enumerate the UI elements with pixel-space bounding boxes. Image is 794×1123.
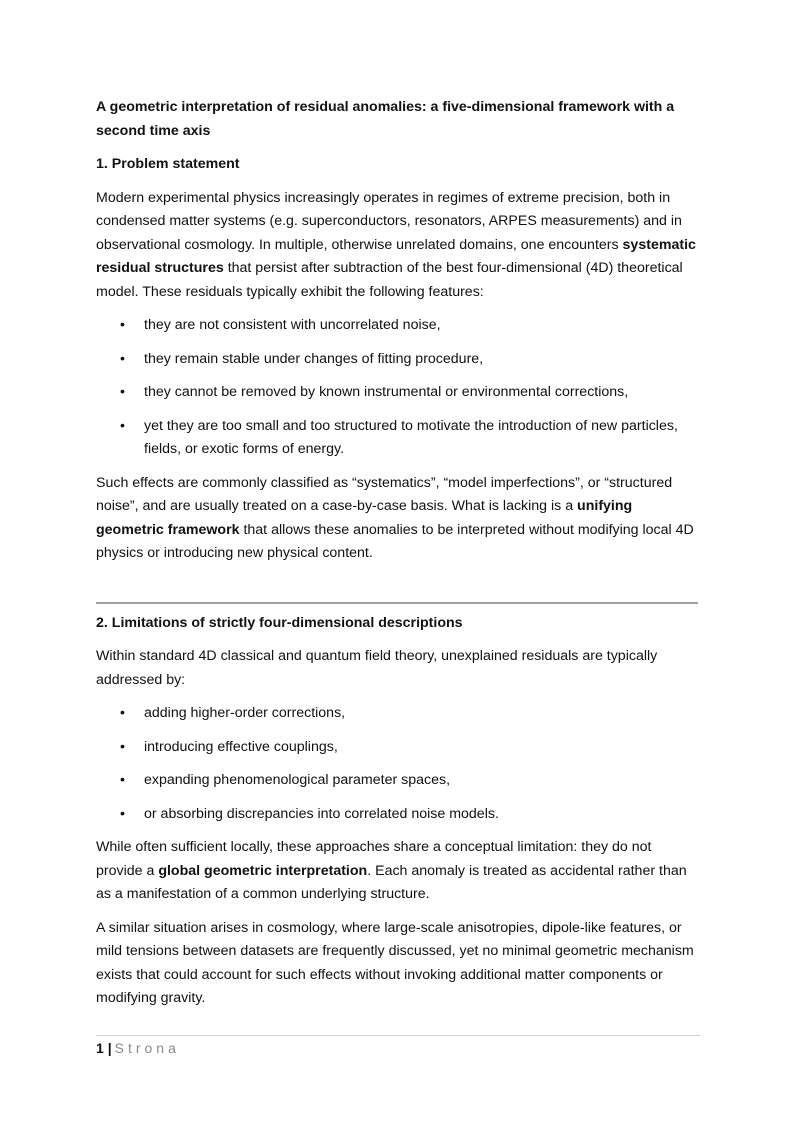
paragraph-text: Modern experimental physics increasingly operates in regimes of extreme precision, both in condensed matter systems (e.g. superconductors, resonators, ARPES measurements) and in observational cosmology. In multiple, otherwise unrelated domains, one encounters: [96, 189, 682, 253]
list-item: [96, 314, 698, 338]
list-item: [96, 769, 698, 793]
list-item-text: or absorbing discrepancies into correlated noise models.: [144, 805, 499, 822]
document-body: [96, 96, 698, 1011]
section-heading-problem-statement: 1. Problem statement: [96, 156, 240, 172]
footer-separator: |: [107, 1040, 112, 1056]
page-number: 1: [96, 1040, 104, 1056]
list-item: [96, 348, 698, 372]
paragraph: [96, 187, 698, 305]
paragraph-text: . Each anomaly is treated as accidental rather than as a manifestation of a common underlying structure.: [96, 862, 687, 902]
bullet-list: [96, 702, 698, 826]
list-item: [96, 803, 698, 827]
list-item-text: yet they are too small and too structured to motivate the introduction of new particles, fields, or exotic forms of energy.: [144, 417, 678, 457]
bullet-icon: •: [120, 705, 125, 721]
bullet-icon: •: [120, 417, 125, 434]
paragraph-text: that persist after subtraction of the best four-dimensional (4D) theoretical model. These residuals typically exhibit the following features:: [96, 260, 683, 300]
bullet-icon: •: [120, 350, 125, 367]
bullet-list: [96, 314, 698, 462]
bullet-icon: •: [120, 805, 125, 822]
paragraph-text: Such effects are commonly classified as “systematics”, “model imperfections”, or “structured noise”, and are usually treated on a case-by-case basis. What is lacking is a: [96, 474, 673, 514]
bold-phrase: unifying geometric framework: [96, 498, 633, 538]
bullet-icon: •: [120, 317, 125, 333]
bullet-icon: •: [120, 738, 125, 755]
list-item: [96, 702, 698, 726]
paragraph: A similar situation arises in cosmology, where large-scale anisotropies, dipole-like features, or mild tensions between datasets are frequently discussed, yet no minimal geometric mechanism exists that could account for such effects without invoking additional matter components or modifying gravity.: [96, 919, 694, 1006]
footer-page-label: Strona: [114, 1040, 180, 1056]
paragraph: Within standard 4D classical and quantum field theory, unexplained residuals are typically addressed by:: [96, 648, 658, 688]
list-item-text: they remain stable under changes of fitting procedure,: [144, 350, 484, 367]
section-heading-limitations: 2. Limitations of strictly four-dimensional descriptions: [96, 614, 463, 631]
list-item: [96, 736, 698, 760]
footer-divider: [96, 1035, 700, 1036]
paragraph-text: While often sufficient locally, these approaches share a conceptual limitation: they do not provide a: [96, 839, 652, 879]
paragraph: [96, 836, 698, 907]
list-item-text: expanding phenomenological parameter spaces,: [144, 772, 451, 788]
page-footer: [96, 1038, 180, 1058]
bullet-icon: •: [120, 772, 125, 788]
bullet-icon: •: [120, 384, 125, 400]
list-item-text: they are not consistent with uncorrelated noise,: [144, 317, 441, 333]
list-item-text: they cannot be removed by known instrumental or environmental corrections,: [144, 384, 629, 400]
list-item-text: adding higher-order corrections,: [144, 705, 346, 721]
list-item: [96, 381, 698, 405]
list-item: [96, 415, 698, 462]
bold-phrase: global geometric interpretation: [158, 862, 368, 879]
paragraph: [96, 472, 698, 566]
paragraph-text: that allows these anomalies to be interpreted without modifying local 4D physics or introducing new physical content.: [96, 521, 694, 561]
list-item-text: introducing effective couplings,: [144, 738, 338, 755]
document-title: A geometric interpretation of residual anomalies: a five-dimensional framework with a second time axis: [96, 99, 675, 139]
bold-phrase: systematic residual structures: [96, 236, 696, 276]
horizontal-rule: [96, 602, 698, 604]
